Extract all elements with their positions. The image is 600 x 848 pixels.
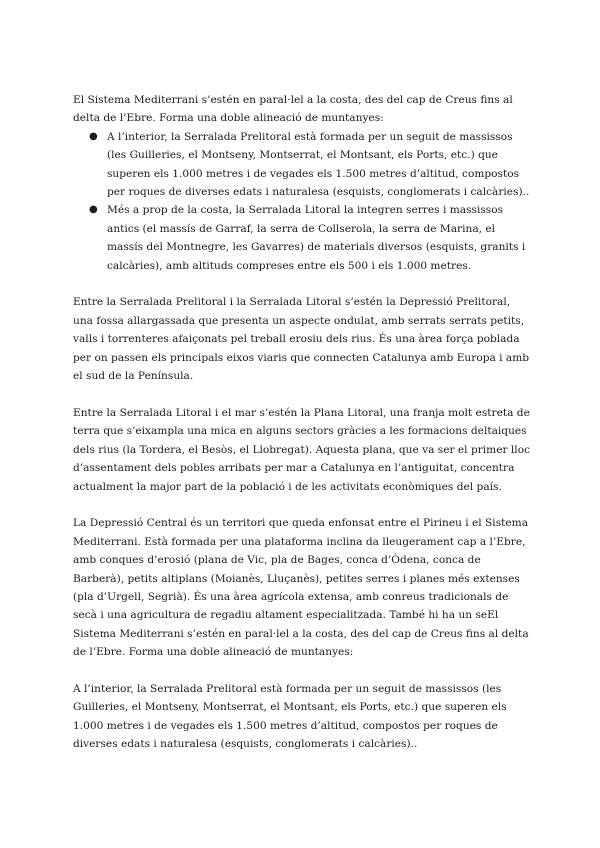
paragraph-plana-litoral: Entre la Serralada Litoral i el mar s’estén la Plana Litoral, una franja molt estreta de terra que s’eixampla una mica en alguns sectors gràcies a les formacions deltaiques dels rius (la Tordera, el Besòs, el Llobregat). Aquesta plana, que va ser el primer lloc d’assentament dels pobles arribats per mar a Catalunya en l’antiguitat, concentra actualment la major part de la població i de les activitats econòmiques del país. bbox=[73, 406, 531, 493]
paragraph-depressio-prelitoral: Entre la Serralada Prelitoral i la Serralada Litoral s’estén la Depressió Prelitoral, una fossa allargassada que presenta un aspecte ondulat, amb serrats serrats petits, valls i torrenteres afaiçonats pel treball erosiu dels rius. És una àrea força poblada per on passen els principals eixos viaris que connecten Catalunya amb Europa i amb el sud de la Península. bbox=[73, 296, 530, 383]
bullet-list bbox=[73, 128, 533, 275]
paragraph-serralada-prelitoral: A l’interior, la Serralada Prelitoral està formada per un seguit de massissos (les Guilleries, el Montseny, Montserrat, el Montsant, els Ports, etc.) que superen els 1.000 metres i de vegades els 1.500 metres d’altitud, compostos per roques de diverses edats i naturalesa (esquists, conglomerats i calcàries).. bbox=[73, 682, 507, 751]
list-item-text: Més a prop de la costa, la Serralada Litoral la integren serres i massissos antics (el massís de Garraf, la serra de Collserola, la serra de Marina, el massís del Montnegre, les Gavarres) de materials diversos (esquists, granits i calcàries), amb altituds compreses entre els 500 i els 1.000 metres. bbox=[107, 204, 526, 272]
intro-paragraph: El Sistema Mediterrani s’estén en paral·lel a la costa, des del cap de Creus fins al delta de l’Ebre. Forma una doble alineació de muntanyes: bbox=[73, 94, 513, 125]
list-item bbox=[89, 128, 533, 202]
list-item-text: A l’interior, la Serralada Prelitoral està formada per un seguit de massissos (les Guilleries, el Montseny, Montserrat, el Montsant, els Ports, etc.) que superen els 1.000 metres i de vegades els 1.500 metres d’altitud, compostos per roques de diverses edats i naturalesa (esquists, conglomerats i calcàries).. bbox=[107, 130, 530, 199]
list-item bbox=[89, 201, 533, 275]
bullet-icon: ● bbox=[89, 204, 98, 216]
document-page bbox=[73, 91, 533, 754]
bullet-icon: ● bbox=[89, 130, 98, 142]
paragraph-depressio-central: La Depressió Central és un territori que queda enfonsat entre el Pirineu i el Sistema Mediterrani. Està formada per una plataforma inclina da lleugerament cap a l’Ebre, amb conques d’erosió (plana de Vic, pla de Bages, conca d’Òdena, conca de Barberà), petits altiplans (Moianès, Lluçanès), petites serres i planes més extenses (pla d’Urgell, Segrià). És una àrea agrícola extensa, amb conreus tradicionals de secà i una agricultura de regadiu altament especialitzada. També hi ha un seEl Sistema Mediterrani s’estén en paral·lel a la costa, des del cap de Creus fins al delta de l’Ebre. Forma una doble alineació de muntanyes: bbox=[73, 517, 529, 659]
